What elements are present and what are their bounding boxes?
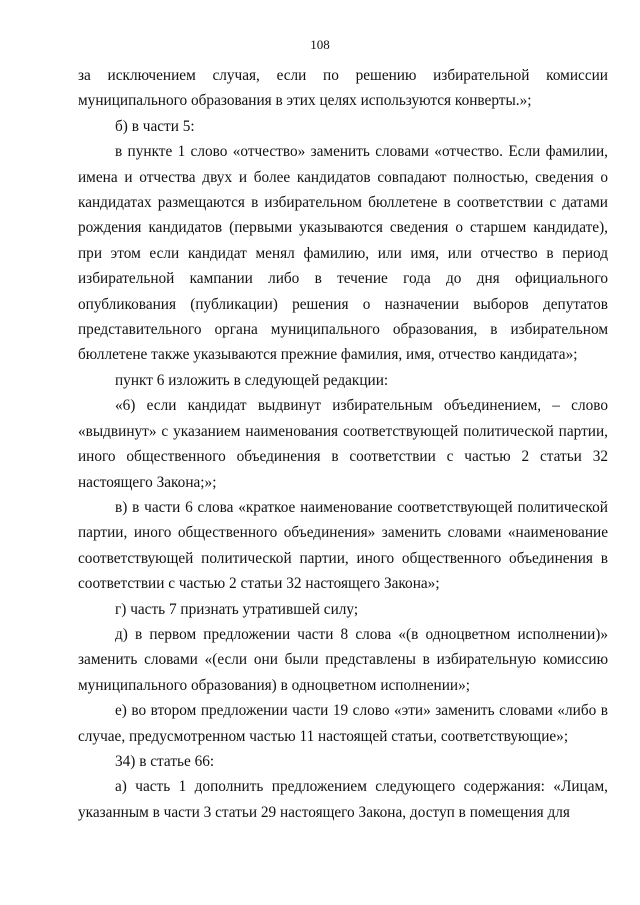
paragraph-item-v: в) в части 6 слова «краткое наименование соответствующей политической партии, иного общественного объединения» заменить словами «наименование соответствующей политической партии, иного общественного объединения в соответствии с частью 2 статьи 32 настоящего Закона»; [78, 498, 608, 593]
document-body [78, 63, 608, 825]
paragraph-item-d: д) в первом предложении части 8 слова «(в одноцветном исполнении)» заменить словами «(если они были представлены в избирательную комиссию муниципального образования) в одноцветном исполнении»; [78, 625, 608, 694]
paragraph-point-6-text: «6) если кандидат выдвинут избирательным объединением, – слово «выдвинут» с указанием наименования соответствующей политической партии, иного общественного объединения в соответствии с частью 2 статьи 32 настоящего Закона;»; [78, 397, 608, 491]
paragraph-point-1: в пункте 1 слово «отчество» заменить словами «отчество. Если фамилии, имена и отчества двух и более кандидатов совпадают полностью, сведения о кандидатах размещаются в избирательном бюллетене в соответствии с датами рождения кандидатов (первыми указываются сведения о старшем кандидате), при этом если кандидат менял фамилию, или имя, или отчество в период избирательной кампании либо в течение года до дня официального опубликования (публикации) решения о назначении выборов депутатов представительного органа муниципального образования, в избирательном бюллетене также указываются прежние фамилия, имя, отчество кандидата»; [78, 143, 608, 364]
paragraph-continuation: за исключением случая, если по решению избирательной комиссии муниципального образования в этих целях используются конверты.»; [78, 67, 608, 110]
paragraph-item-e: е) во втором предложении части 19 слово «эти» заменить словами «либо в случае, предусмотренном частью 11 настоящей статьи, соответствующие»; [78, 702, 608, 745]
paragraph-item-g: г) часть 7 признать утратившей силу; [115, 600, 359, 618]
page-number: 108 [310, 37, 330, 52]
paragraph-article-66: 34) в статье 66: [115, 752, 215, 770]
paragraph-item-a: а) часть 1 дополнить предложением следующего содержания: «Лицам, указанным в части 3 статьи 29 настоящего Закона, доступ в помещения для [78, 778, 608, 821]
paragraph-item-b: б) в части 5: [115, 117, 195, 135]
paragraph-point-6-intro: пункт 6 изложить в следующей редакции: [115, 371, 389, 389]
